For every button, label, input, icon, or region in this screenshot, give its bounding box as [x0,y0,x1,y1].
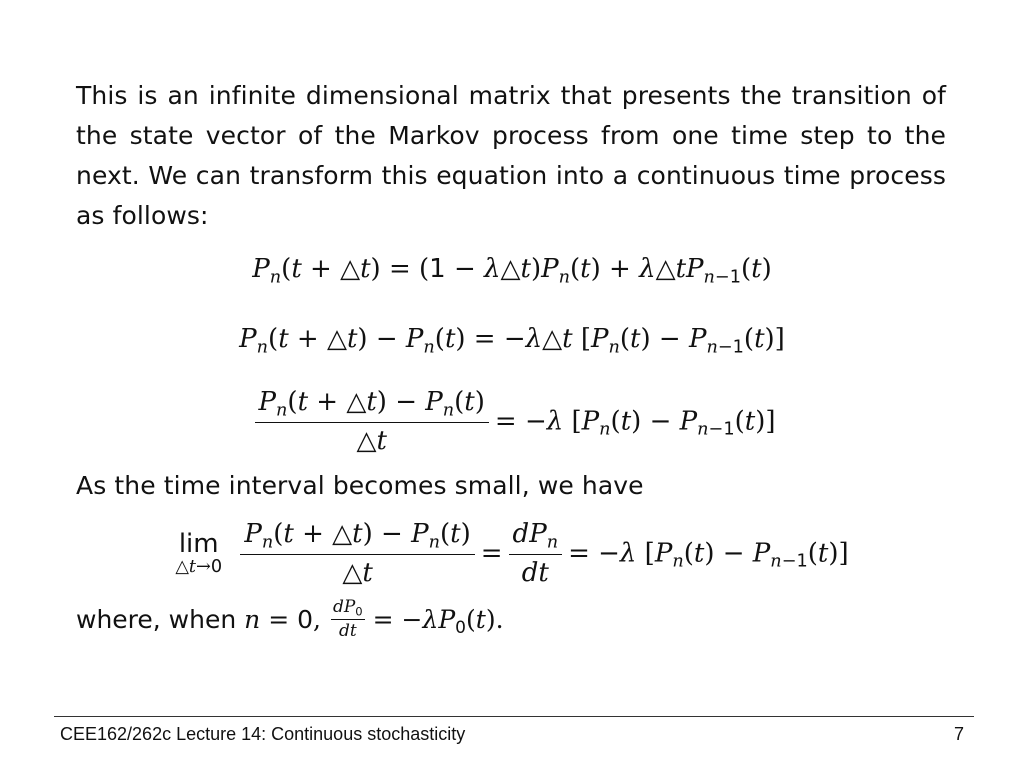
n-equals-zero: n = 0, [244,604,321,634]
page-number: 7 [953,724,964,744]
base-equation: = $-\lambda P_0(t)$. [372,604,504,638]
where-text: where, when [76,604,237,634]
base-derivative: $\frac{dP_0}{dt}$ [332,597,363,641]
equation-1: $P_n(t$ + △t) = $(1 - \lambda\triangle t)P_n(t)$ + $\lambda\triangle tP_{n-1}(t)$ [252,254,772,288]
equation-3: $\frac{P_n(t + \triangle t) - P_n(t)}{\triangle t}$ = −λ $[P_n(t) - P_{n-1}(t)]$ [0,388,1024,457]
base-case-line [76,598,504,640]
equation-2: $P_n(t$ + △t) − $P_n(t)$ = −λ△t $[P_n(t) - P_{n-1}(t)]$ [239,324,785,358]
equation-4: lim △t→0 $\frac{P_n(t + \triangle t) - P_n(t)}{\triangle t}$ = $\frac{dP_n}{dt}$ = −λ $[P_n(t) - P_{n-1}(t)]$ [175,519,849,588]
limit-paragraph: As the time interval becomes small, we have [76,471,644,500]
limit-quotient: $\frac{P_n(t + \triangle t) - P_n(t)}{\triangle t}$ [240,520,474,589]
limit-operator: lim △t→0 [175,528,223,577]
footer-lecture-title: CEE162/262c Lecture 14: Continuous stochasticity [60,724,466,744]
footer-divider [54,716,974,717]
derivative: $\frac{dP_n}{dt}$ [509,520,563,589]
intro-paragraph: This is an infinite dimensional matrix that presents the transition of the state vector of the Markov process from one time step to the next. We can transform this equation into a continuous time process as follows: [76,81,946,230]
difference-quotient: $\frac{P_n(t + \triangle t) - P_n(t)}{\triangle t}$ [255,388,489,457]
